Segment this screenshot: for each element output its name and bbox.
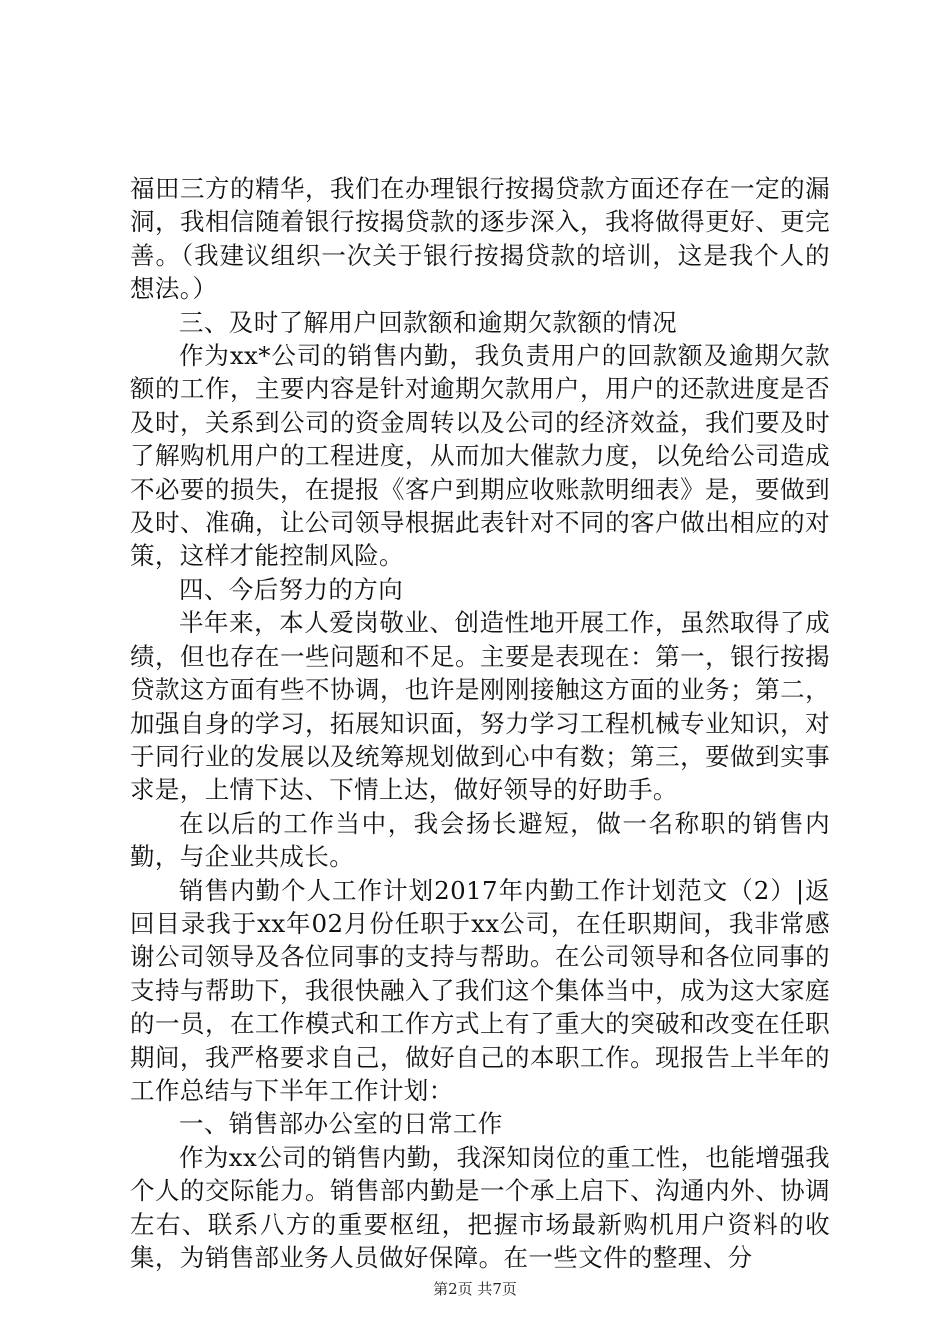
paragraph-office-work: 作为xx公司的销售内勤，我深知岗位的重工性，也能增强我个人的交际能力。销售部内勤是一个承上启下、沟通内外、协调左右、联系八方的重要枢纽，把握市场最新购机用户资料的收集，为销售部业务人员做好保障。在一些文件的整理、分 xyxy=(130,1142,830,1272)
paragraph-receivables: 作为xx*公司的销售内勤，我负责用户的回款额及逾期欠款额的工作，主要内容是针对逾期欠款用户，用户的还款进度是否及时，关系到公司的资金周转以及公司的经济效益，我们要及时了解购机用户的工程进度，从而加大催款力度，以免给公司造成不必要的损失，在提报《客户到期应收账款明细表》是，要做到及时、准确，让公司领导根据此表针对不同的客户做出相应的对策，这样才能控制风险。 xyxy=(130,341,830,571)
section-heading-3: 三、及时了解用户回款额和逾期欠款额的情况 xyxy=(179,307,677,337)
paragraph-plan-intro: 销售内勤个人工作计划2017年内勤工作计划范文（2）|返回目录我于xx年02月份任职于xx公司，在任职期间，我非常感谢公司领导及各位同事的支持与帮助。在公司领导和各位同事的支持与帮助下，我很快融入了我们这个集体当中，成为这大家庭的一员，在工作模式和工作方式上有了重大的突破和改变在任职期间，我严格要求自己，做好自己的本职工作。现报告上半年的工作总结与下半年工作计划： xyxy=(130,875,830,1105)
paragraph-half-year-review: 半年来，本人爱岗敬业、创造性地开展工作，虽然取得了成绩，但也存在一些问题和不足。主要是表现在：第一，银行按揭贷款这方面有些不协调，也许是刚刚接触这方面的业务；第二，加强自身的学习，拓展知识面，努力学习工程机械专业知识，对于同行业的发展以及统筹规划做到心中有数；第三，要做到实事求是，上情下达、下情上达，做好领导的好助手。 xyxy=(130,608,830,805)
section-heading-1: 一、销售部办公室的日常工作 xyxy=(179,1109,503,1139)
section-heading-4: 四、今后努力的方向 xyxy=(179,574,404,604)
document-body xyxy=(130,172,830,1274)
page-footer: 第2页 共7页 xyxy=(433,1280,517,1298)
paragraph-continuation: 福田三方的精华，我们在办理银行按揭贷款方面还存在一定的漏洞，我相信随着银行按揭贷款的逐步深入，我将做得更好、更完善。（我建议组织一次关于银行按揭贷款的培训，这是我个人的想法。） xyxy=(130,174,830,304)
paragraph-future-work: 在以后的工作当中，我会扬长避短，做一名称职的销售内勤，与企业共成长。 xyxy=(130,808,830,872)
